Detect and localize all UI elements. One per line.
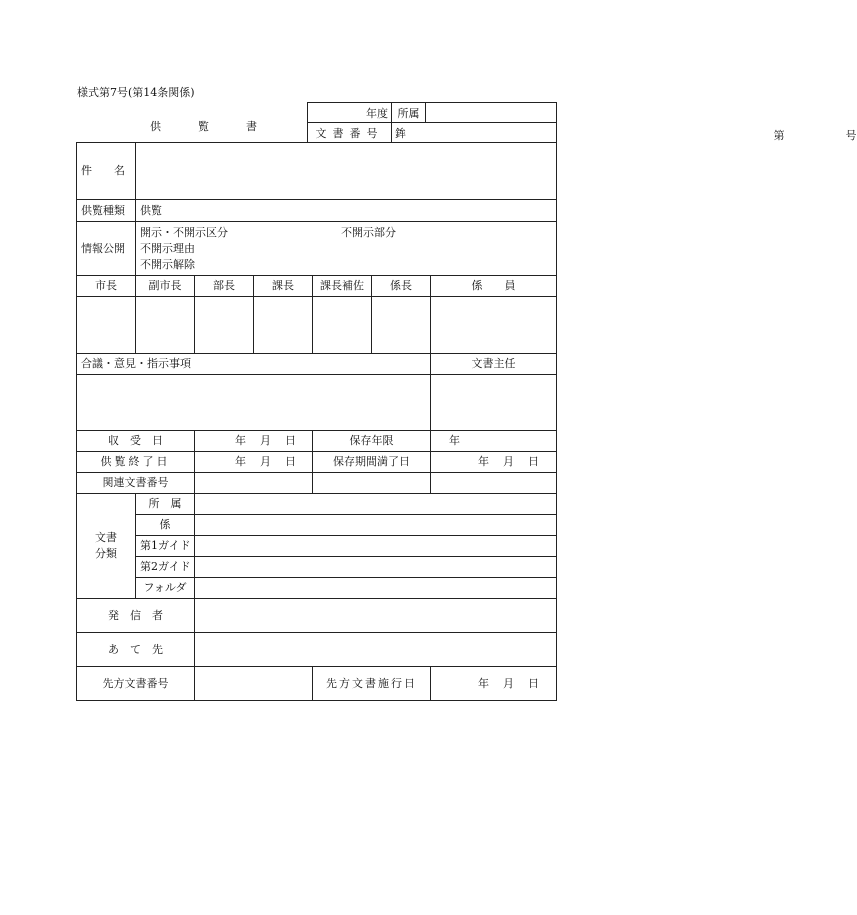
approver-staff: 係 員 bbox=[431, 276, 557, 297]
doc-manager-label: 文書主任 bbox=[431, 354, 557, 375]
classification-guide1-label: 第1ガイド bbox=[136, 536, 195, 557]
comments-label: 合議・意見・指示事項 bbox=[77, 354, 431, 375]
related-doc-field-2[interactable] bbox=[313, 473, 431, 494]
partner-doc-date-field[interactable] bbox=[431, 667, 557, 701]
document-title: 供 覧 書 bbox=[150, 120, 270, 133]
classification-folder-field[interactable] bbox=[195, 578, 557, 599]
retention-expiry-year: 年 bbox=[478, 455, 489, 468]
retention-expiry-day: 日 bbox=[528, 455, 539, 468]
partner-doc-number-label: 先方文書番号 bbox=[77, 667, 195, 701]
doc-number-prefix: 鉾 bbox=[395, 126, 406, 140]
recipient-field[interactable] bbox=[195, 633, 557, 667]
approver-director: 部長 bbox=[195, 276, 254, 297]
received-date-label: 収 受 日 bbox=[77, 431, 195, 452]
retention-period-field[interactable] bbox=[431, 431, 557, 452]
retention-period-label: 保存年限 bbox=[313, 431, 431, 452]
retention-expiry-field[interactable] bbox=[431, 452, 557, 473]
circulation-end-day: 日 bbox=[285, 455, 296, 468]
doc-number-cell[interactable] bbox=[392, 123, 857, 143]
subject-label: 件 名 bbox=[77, 143, 136, 200]
fiscal-year-cell[interactable] bbox=[308, 103, 392, 123]
recipient-label: あ て 先 bbox=[77, 633, 195, 667]
circulation-form-table bbox=[76, 142, 557, 701]
classification-guide2-field[interactable] bbox=[195, 557, 557, 578]
received-day: 日 bbox=[285, 434, 296, 447]
received-month: 月 bbox=[260, 434, 271, 447]
related-doc-field-1[interactable] bbox=[195, 473, 313, 494]
partner-doc-date-label: 先方文書施行日 bbox=[313, 667, 431, 701]
partner-doc-number-field[interactable] bbox=[195, 667, 313, 701]
approver-unit-chief: 係長 bbox=[372, 276, 431, 297]
nondisclosure-reason-label: 不開示理由 bbox=[140, 242, 195, 255]
doc-number-dai: 第 bbox=[773, 128, 785, 142]
seal-assistant-chief[interactable] bbox=[313, 297, 372, 354]
doc-manager-seal[interactable] bbox=[431, 375, 557, 431]
classification-guide1-field[interactable] bbox=[195, 536, 557, 557]
info-disclosure-field[interactable] bbox=[136, 222, 557, 276]
circulation-end-month: 月 bbox=[260, 455, 271, 468]
classification-department-field[interactable] bbox=[195, 494, 557, 515]
circulation-end-field[interactable] bbox=[195, 452, 313, 473]
approver-deputy-mayor: 副市長 bbox=[136, 276, 195, 297]
seal-staff[interactable] bbox=[431, 297, 557, 354]
seal-unit-chief[interactable] bbox=[372, 297, 431, 354]
classification-unit-label: 係 bbox=[136, 515, 195, 536]
retention-expiry-label: 保存期間満了日 bbox=[313, 452, 431, 473]
comments-field[interactable] bbox=[77, 375, 431, 431]
sender-field[interactable] bbox=[195, 599, 557, 633]
doc-number-label: 文書番号 bbox=[308, 123, 392, 143]
retention-expiry-month: 月 bbox=[503, 455, 514, 468]
header-table bbox=[307, 102, 857, 143]
circulation-type-label: 供覧種類 bbox=[77, 200, 136, 222]
subject-field[interactable] bbox=[136, 143, 557, 200]
retention-year: 年 bbox=[449, 434, 460, 447]
received-date-field[interactable] bbox=[195, 431, 313, 452]
nondisclosure-lift-label: 不開示解除 bbox=[140, 258, 195, 271]
circulation-type-value[interactable]: 供覧 bbox=[136, 200, 557, 222]
partner-doc-day: 日 bbox=[528, 676, 539, 690]
approver-section-chief: 課長 bbox=[254, 276, 313, 297]
seal-deputy-mayor[interactable] bbox=[136, 297, 195, 354]
seal-section-chief[interactable] bbox=[254, 297, 313, 354]
doc-classification-label: 文書 分類 bbox=[77, 494, 136, 599]
related-doc-field-3[interactable] bbox=[431, 473, 557, 494]
department-value-cell[interactable] bbox=[426, 103, 557, 123]
classification-folder-label: フォルダ bbox=[136, 578, 195, 599]
sender-label: 発 信 者 bbox=[77, 599, 195, 633]
department-label: 所属 bbox=[392, 103, 426, 123]
approver-assistant-chief: 課長補佐 bbox=[313, 276, 372, 297]
classification-department-label: 所 属 bbox=[136, 494, 195, 515]
approver-mayor: 市長 bbox=[77, 276, 136, 297]
nondisclosure-part-label: 不開示部分 bbox=[341, 226, 396, 239]
form-code: 様式第7号(第14条関係) bbox=[77, 86, 195, 99]
circulation-end-year: 年 bbox=[235, 455, 246, 468]
received-year: 年 bbox=[235, 434, 246, 447]
seal-mayor[interactable] bbox=[77, 297, 136, 354]
seal-director[interactable] bbox=[195, 297, 254, 354]
info-disclosure-label: 情報公開 bbox=[77, 222, 136, 276]
circulation-end-label: 供覧終了日 bbox=[77, 452, 195, 473]
classification-unit-field[interactable] bbox=[195, 515, 557, 536]
classification-guide2-label: 第2ガイド bbox=[136, 557, 195, 578]
partner-doc-year: 年 bbox=[478, 676, 489, 690]
fiscal-year-label: 年度 bbox=[366, 106, 388, 120]
doc-number-go: 号 bbox=[845, 128, 857, 142]
related-doc-label: 関連文書番号 bbox=[77, 473, 195, 494]
disclosure-category-label: 開示・不開示区分 bbox=[140, 226, 228, 239]
partner-doc-month: 月 bbox=[503, 676, 514, 690]
